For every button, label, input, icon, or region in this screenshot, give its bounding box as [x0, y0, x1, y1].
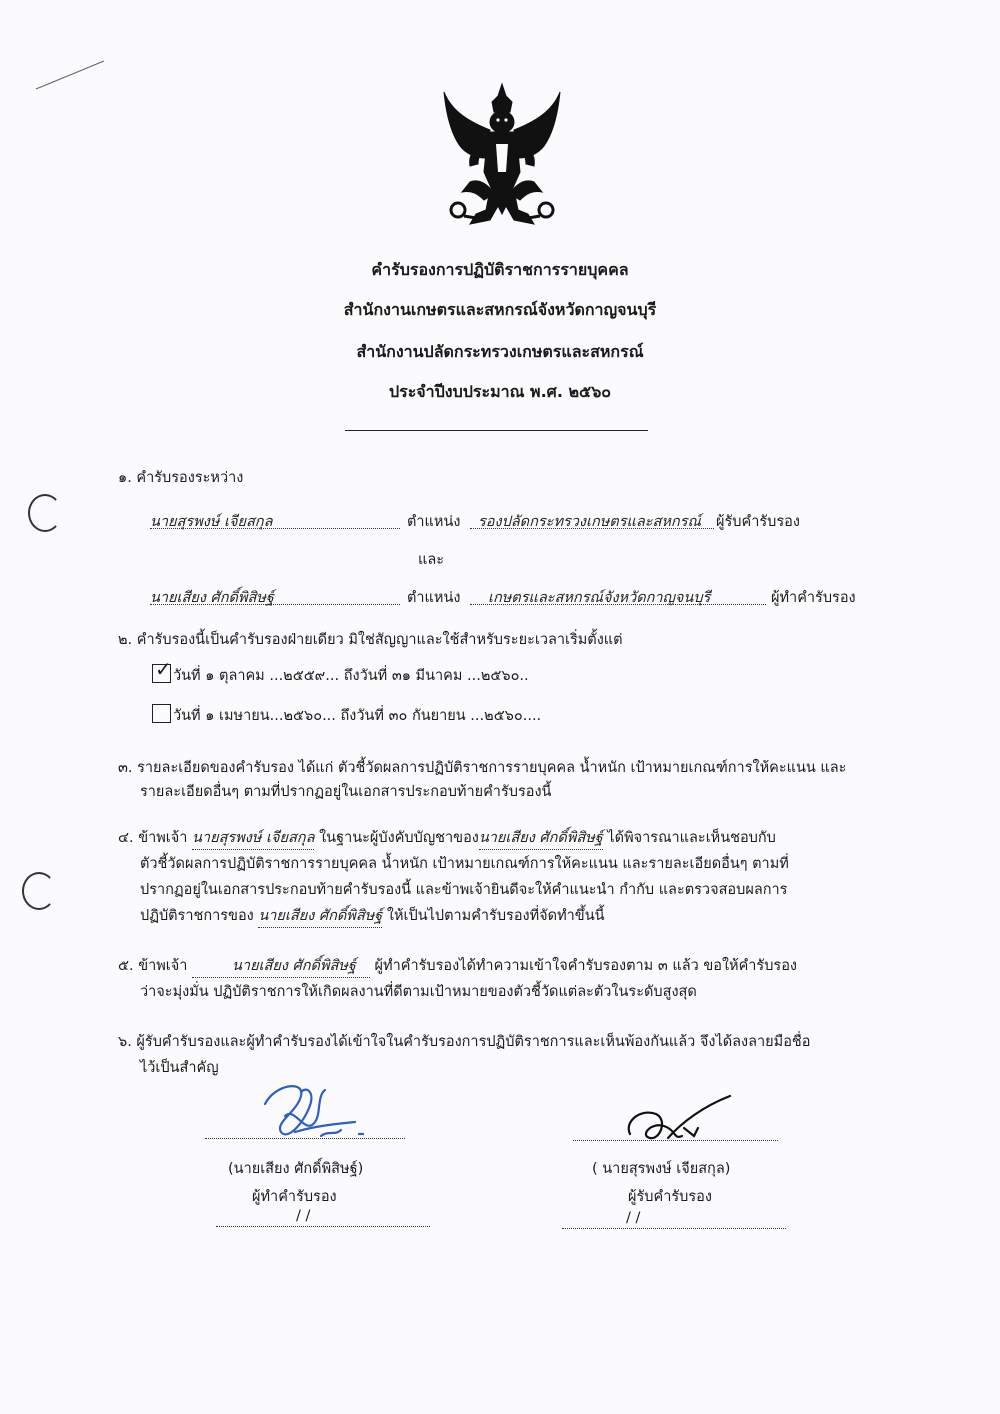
punch-hole-bottom — [22, 872, 56, 910]
scratch-mark — [30, 55, 110, 95]
p2-position: เกษตรและสหกรณ์จังหวัดกาญจนบุรี — [488, 590, 711, 606]
sec4-name3: นายเสียง ศักดิ์พิสิษฐ์ — [258, 904, 382, 928]
doc-org: สำนักงานเกษตรและสหกรณ์จังหวัดกาญจนบุรี — [343, 300, 657, 319]
signer-left-role: ผู้ทำคำรับรอง — [252, 1189, 337, 1205]
signature-left-icon — [255, 1076, 375, 1146]
sec4-a: ๔. ข้าพเจ้า — [118, 830, 188, 846]
garuda-emblem-icon — [440, 82, 565, 232]
sec5-b: ผู้ทำคำรับรองได้ทำความเข้าใจคำรับรองตาม ๓ แล้ว ขอให้คำรับรอง — [374, 958, 798, 974]
signer-right-name: ( นายสุรพงษ์ เจียสกุล) — [592, 1161, 731, 1177]
signer-right-role: ผู้รับคำรับรอง — [628, 1189, 712, 1205]
doc-title: คำรับรองการปฏิบัติราชการรายบุคคล — [371, 260, 629, 279]
p2-position-dots — [470, 604, 766, 605]
sec2-option-1-label: วันที่ ๑ ตุลาคม ...๒๕๕๙... ถึงวันที่ ๓๑ มีนาคม ...๒๕๖๐.. — [173, 668, 529, 684]
sec4-b: ในฐานะผู้บังคับบัญชาของ — [319, 830, 479, 846]
signer-left-name: (นายเสียง ศักดิ์พิสิษฐ์) — [228, 1161, 364, 1177]
sec4-c: ได้พิจารณาและเห็นชอบกับ — [607, 830, 776, 846]
p1-position: รองปลัดกระทรวงเกษตรและสหกรณ์ — [478, 514, 701, 530]
sec6-line2: ไว้เป็นสำคัญ — [140, 1060, 219, 1076]
sec5-line2: ว่าจะมุ่งมั่น ปฏิบัติราชการให้เกิดผลงานที่ดีตามเป้าหมายของตัวชี้วัดแต่ละตัวในระดับสูงสุด — [140, 984, 697, 1000]
position-label-1: ตำแหน่ง — [407, 514, 461, 530]
p1-role: ผู้รับคำรับรอง — [716, 514, 800, 530]
sec2-text: ๒. คำรับรองนี้เป็นคำรับรองฝ่ายเดียว มิใช่สัญญาและใช้สำหรับระยะเวลาเริ่มตั้งแต่ — [118, 632, 623, 648]
check-icon: ✓ — [155, 657, 172, 681]
sec6-line1: ๖. ผู้รับคำรับรองและผู้ทำคำรับรองได้เข้าใจในคำรับรองการปฏิบัติราชการและเห็นพ้องกันแล้ว จึงได้ลงลายมือชื่อ — [118, 1034, 811, 1050]
p1-position-dots — [470, 528, 714, 529]
doc-fiscal-year: ประจำปีงบประมาณ พ.ศ. ๒๕๖๐ — [388, 382, 612, 401]
signer-right-date: / / — [626, 1210, 641, 1226]
sec4-line2: ตัวชี้วัดผลการปฏิบัติราชการรายบุคคล น้ำหนัก เป้าหมายเกณฑ์การให้คะแนน และรายละเอียดอื่นๆ ตามที่ — [140, 856, 789, 872]
checkbox-checked[interactable] — [152, 657, 172, 683]
p1-name-dots — [150, 528, 400, 529]
sec1-heading: ๑. คำรับรองระหว่าง — [118, 470, 244, 486]
p2-role: ผู้ทำคำรับรอง — [771, 590, 856, 606]
checkbox-unchecked[interactable] — [152, 704, 171, 723]
sec3-line2: รายละเอียดอื่นๆ ตามที่ปรากฏอยู่ในเอกสารประกอบท้ายคำรับรองนี้ — [140, 784, 552, 800]
p2-name-dots — [150, 604, 400, 605]
sec4-name1: นายสุรพงษ์ เจียสกุล — [192, 826, 314, 850]
signature-line-right — [573, 1140, 778, 1141]
date-line-left — [216, 1226, 430, 1227]
sec4-line4a: ปฏิบัติราชการของ — [140, 908, 254, 924]
sec4-line1 — [118, 826, 776, 850]
date-line-right — [562, 1228, 786, 1229]
p2-name: นายเสียง ศักดิ์พิสิษฐ์ — [150, 590, 274, 606]
and-label: และ — [418, 552, 445, 568]
sec2-option-2-label: วันที่ ๑ เมษายน...๒๕๖๐... ถึงวันที่ ๓๐ กันยายน ...๒๕๖๐.... — [173, 708, 542, 724]
position-label-2: ตำแหน่ง — [407, 590, 461, 606]
sec5-a: ๕. ข้าพเจ้า — [118, 958, 188, 974]
doc-ministry: สำนักงานปลัดกระทรวงเกษตรและสหกรณ์ — [356, 342, 644, 361]
sec4-line4b: ให้เป็นไปตามคำรับรองที่จัดทำขึ้นนี้ — [386, 908, 605, 924]
sec4-name2: นายเสียง ศักดิ์พิสิษฐ์ — [479, 826, 603, 850]
sec5-line1 — [118, 954, 797, 978]
punch-hole-top — [28, 494, 62, 532]
sec5-name: นายเสียง ศักดิ์พิสิษฐ์ — [192, 954, 370, 978]
sec2-option-1[interactable] — [152, 657, 529, 687]
p1-name: นายสุรพงษ์ เจียสกุล — [150, 514, 273, 530]
sec2-option-2[interactable] — [152, 704, 541, 727]
sec3-line1: ๓. รายละเอียดของคำรับรอง ได้แก่ ตัวชี้วัดผลการปฏิบัติราชการรายบุคคล น้ำหนัก เป้าหมายเกณฑ์การให้คะแนน และ — [118, 760, 847, 776]
signer-left-date: / / — [296, 1208, 311, 1224]
header-divider — [345, 430, 648, 431]
sec4-line4 — [140, 904, 605, 928]
signature-line-left — [205, 1138, 405, 1139]
sec4-line3: ปรากฏอยู่ในเอกสารประกอบท้ายคำรับรองนี้ และข้าพเจ้ายินดีจะให้คำแนะนำ กำกับ และตรวจสอบผลการ — [140, 882, 788, 898]
